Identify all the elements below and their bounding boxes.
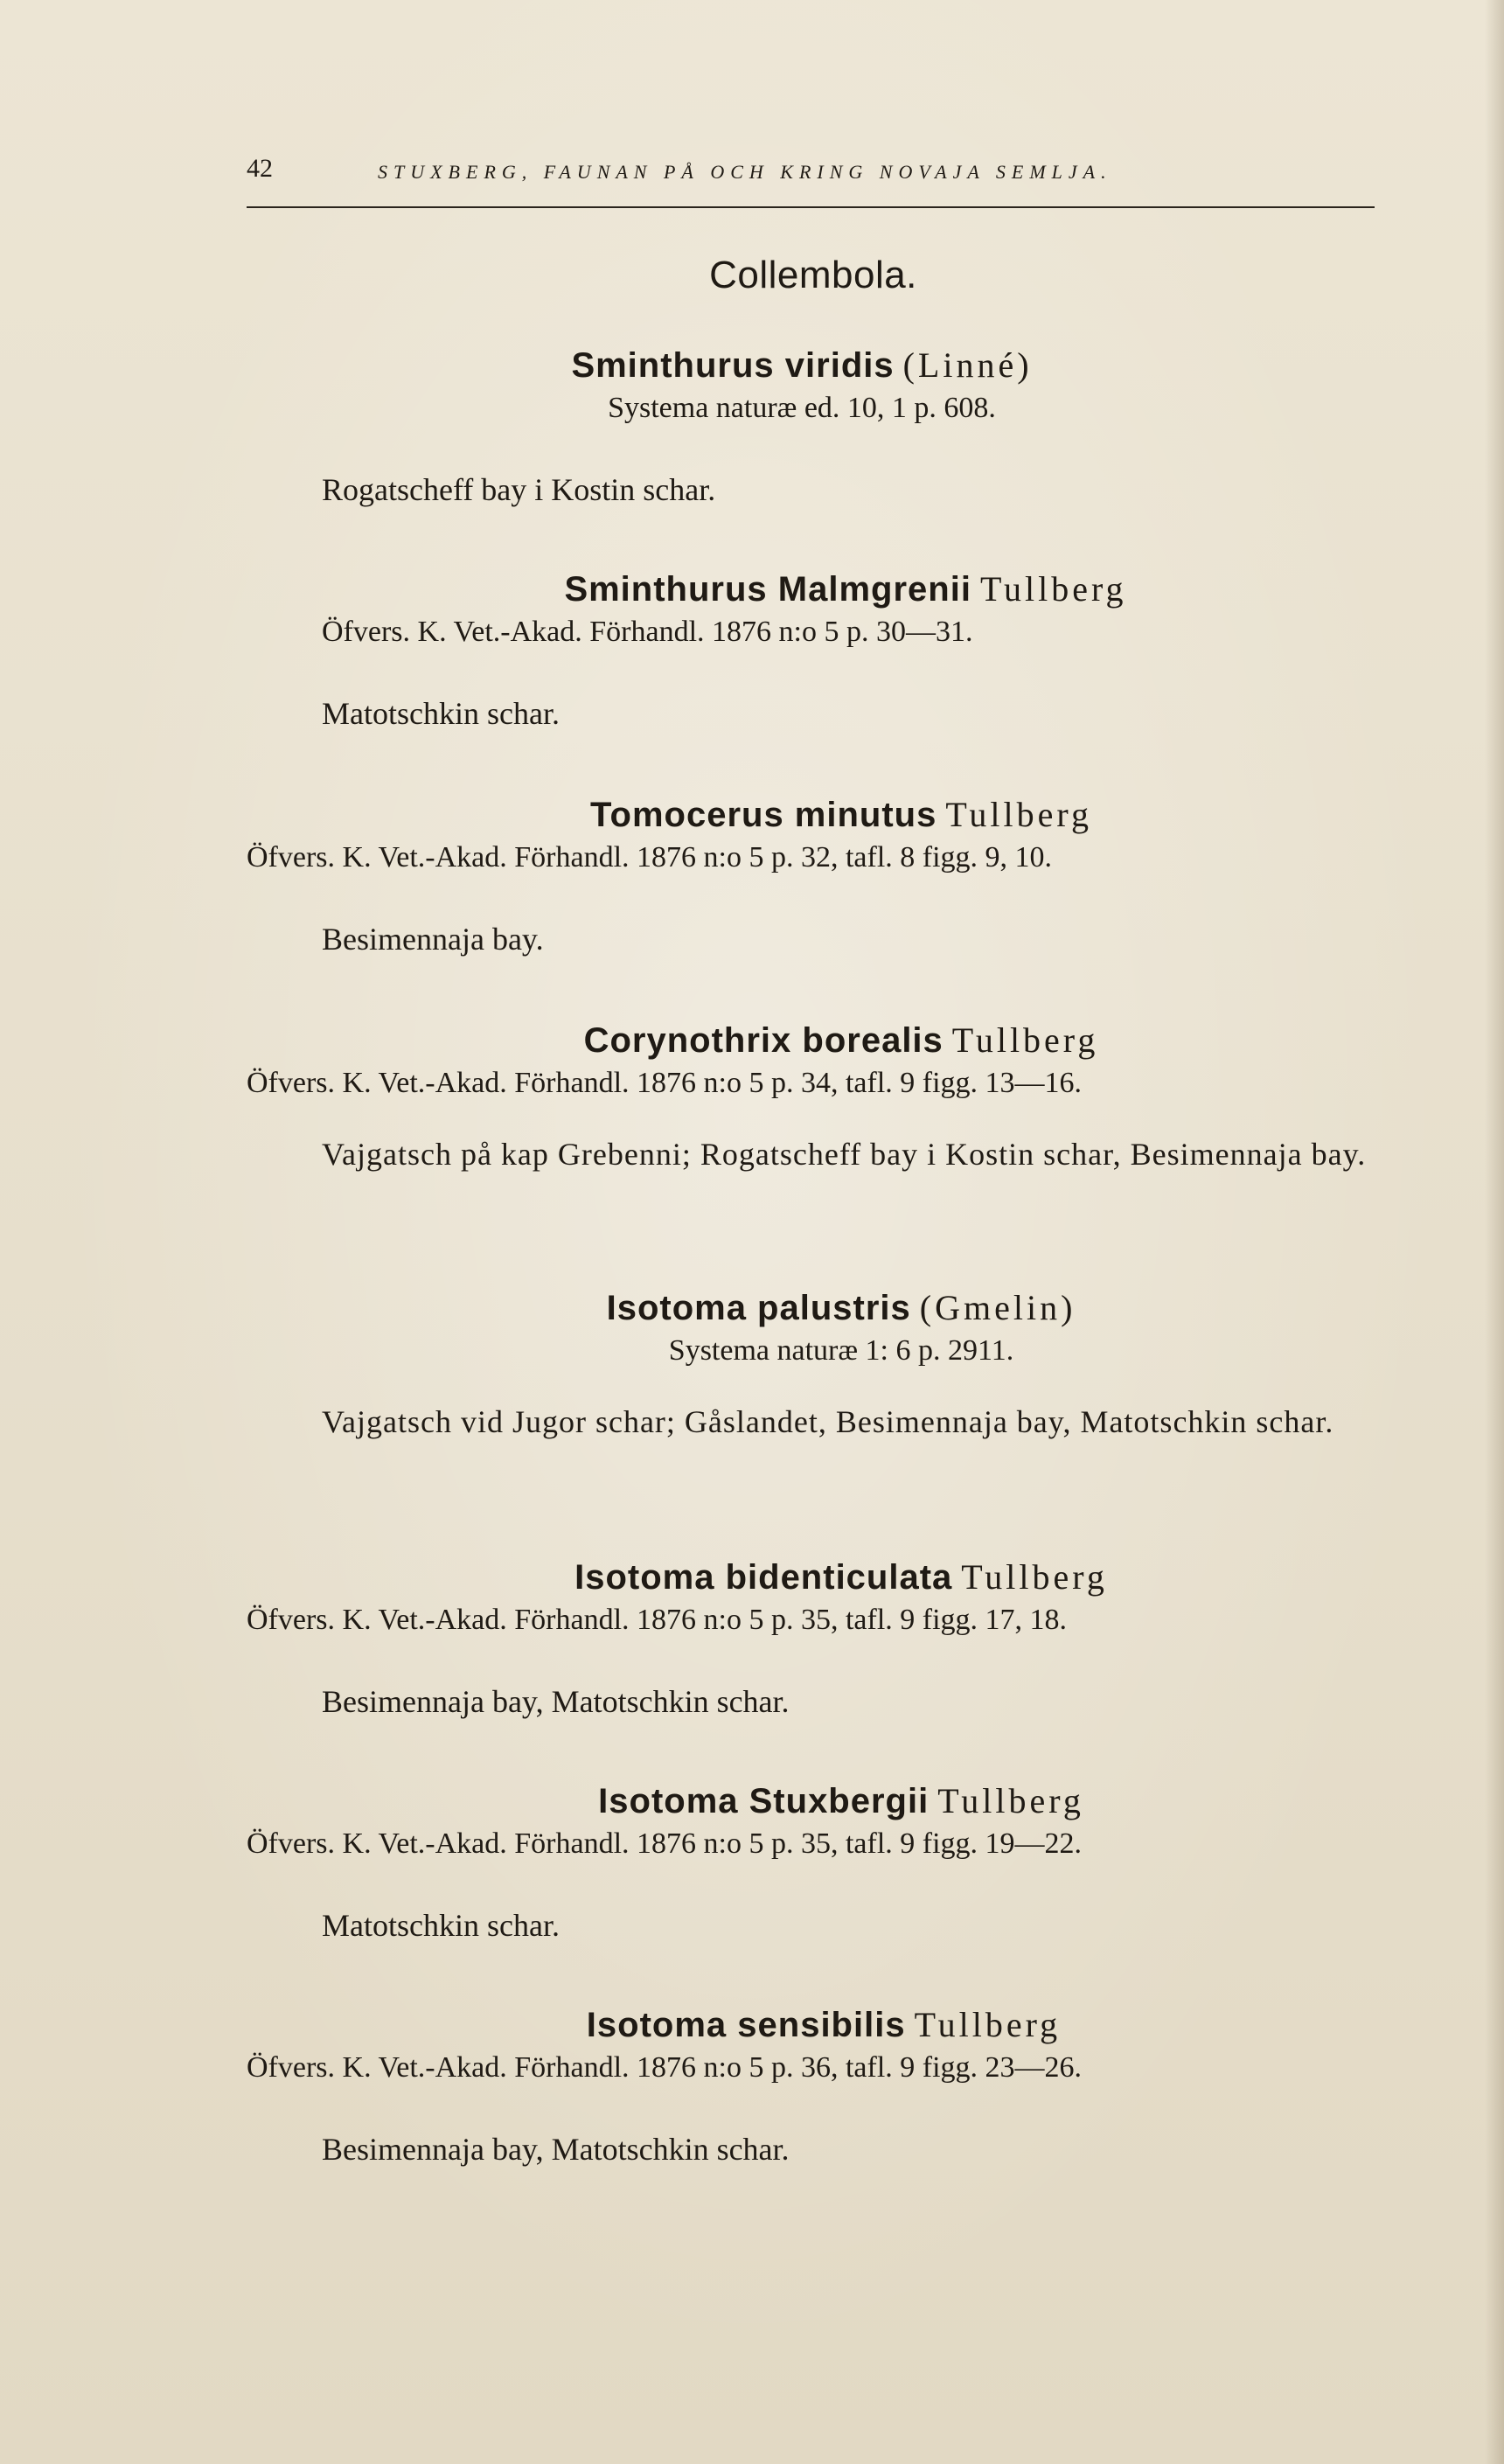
species-name: Corynothrix borealis [583, 1021, 943, 1060]
species-author: (Gmelin) [919, 1288, 1076, 1327]
species-reference: Öfvers. K. Vet.-Akad. Förhandl. 1876 n:o 5 p. 30—31. [322, 616, 973, 648]
species-reference: Öfvers. K. Vet.-Akad. Förhandl. 1876 n:o 5 p. 36, tafl. 9 figg. 23—26. [247, 2051, 1083, 2084]
species-locality: Vajgatsch vid Jugor schar; Gåslandet, Besimennaja bay, Matotschkin schar. [322, 1404, 1334, 1439]
species-heading [247, 1555, 1383, 1600]
section-title: Collembola. [709, 254, 917, 296]
species-author: Tullberg [945, 795, 1092, 834]
species-locality: Vajgatsch på kap Grebenni; Rogatscheff bay i Kostin schar, Besimennaja bay. [322, 1137, 1367, 1172]
species-name: Isotoma Stuxbergii [598, 1782, 930, 1820]
species-heading [247, 1778, 1383, 1824]
species-locality: Besimennaja bay, Matotschkin schar. [322, 1684, 790, 1719]
species-name: Isotoma sensibilis [586, 2006, 906, 2044]
page-header [247, 154, 1375, 192]
species-name: Isotoma bidenticulata [574, 1558, 953, 1597]
species-name: Isotoma palustris [606, 1289, 911, 1327]
species-locality: Rogatscheff bay i Kostin schar. [322, 472, 716, 507]
species-reference: Systema naturæ ed. 10, 1 p. 608. [608, 392, 996, 424]
species-entry [247, 1285, 1383, 1446]
species-entry [247, 792, 1383, 964]
species-entry [247, 2002, 1383, 2174]
species-author: Tullberg [979, 569, 1127, 609]
species-entry [247, 1778, 1383, 1950]
species-heading [247, 1285, 1383, 1331]
species-heading [247, 2002, 1383, 2048]
species-reference: Öfvers. K. Vet.-Akad. Förhandl. 1876 n:o 5 p. 35, tafl. 9 figg. 17, 18. [247, 1604, 1068, 1636]
species-heading [247, 792, 1383, 838]
species-locality: Matotschkin schar. [322, 696, 560, 731]
species-reference: Öfvers. K. Vet.-Akad. Förhandl. 1876 n:o 5 p. 35, tafl. 9 figg. 19—22. [247, 1827, 1083, 1860]
species-reference: Öfvers. K. Vet.-Akad. Förhandl. 1876 n:o 5 p. 34, tafl. 9 figg. 13—16. [247, 1067, 1083, 1099]
species-locality: Besimennaja bay, Matotschkin schar. [322, 2132, 790, 2167]
species-heading [247, 343, 1383, 388]
species-entry [247, 343, 1383, 514]
running-head: STUXBERG, FAUNAN PÅ OCH KRING NOVAJA SEMLJA. [378, 161, 1112, 183]
species-heading [247, 1018, 1383, 1063]
species-reference: Systema naturæ 1: 6 p. 2911. [668, 1334, 1014, 1367]
species-author: (Linné) [902, 345, 1033, 385]
species-locality: Matotschkin schar. [322, 1908, 560, 1943]
header-rule [247, 206, 1375, 208]
species-author: Tullberg [914, 2005, 1062, 2044]
species-heading [247, 567, 1383, 612]
species-reference: Öfvers. K. Vet.-Akad. Förhandl. 1876 n:o 5 p. 32, tafl. 8 figg. 9, 10. [247, 841, 1053, 874]
species-author: Tullberg [951, 1020, 1099, 1060]
page-edge-shadow [1485, 0, 1504, 2464]
species-name: Sminthurus viridis [571, 346, 895, 385]
page-number: 42 [247, 154, 273, 183]
species-name: Sminthurus Malmgrenii [564, 570, 971, 609]
species-entry [247, 1555, 1383, 1726]
species-author: Tullberg [937, 1781, 1084, 1820]
species-name: Tomocerus minutus [590, 796, 937, 834]
species-locality: Besimennaja bay. [322, 922, 544, 957]
species-entry [247, 1018, 1383, 1179]
species-author: Tullberg [961, 1557, 1108, 1597]
species-entry [247, 567, 1383, 738]
